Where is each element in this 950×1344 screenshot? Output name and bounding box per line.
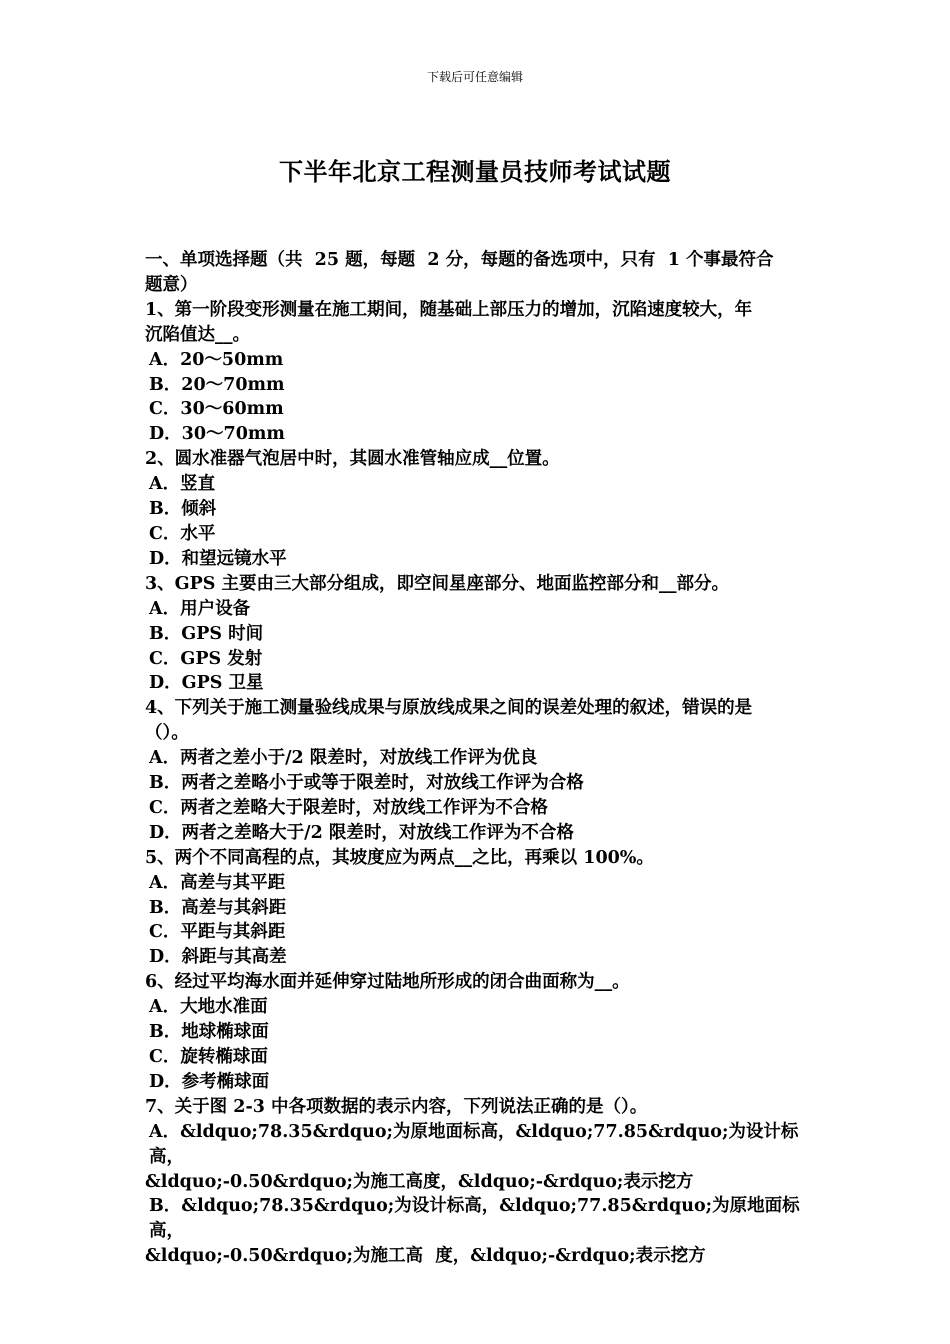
option-b: B．高差与其斜距 bbox=[149, 897, 287, 918]
question-6 bbox=[145, 970, 810, 1095]
option-d: D．GPS 卫星 bbox=[149, 673, 264, 694]
question-stem: （）。 bbox=[145, 723, 189, 744]
question-stem: 5、两个不同高程的点，其坡度应为两点__之比，再乘以 100%。 bbox=[145, 847, 654, 868]
question-4 bbox=[145, 696, 810, 845]
option-c: C．平距与其斜距 bbox=[149, 922, 286, 943]
option-b-continued: &ldquo;-0.50&rdquo;为施工高 度，&ldquo;-&rdquo;表示挖方 bbox=[145, 1246, 706, 1267]
option-b: B．地球椭球面 bbox=[149, 1022, 269, 1043]
question-1 bbox=[145, 298, 810, 447]
option-b: B．&ldquo;78.35&rdquo;为设计标高，&ldquo;77.85&rdquo;为原地面标高， bbox=[149, 1196, 800, 1242]
document-body bbox=[145, 248, 810, 1269]
option-d: D．参考椭球面 bbox=[149, 1071, 270, 1092]
question-stem: 2、圆水准器气泡居中时，其圆水准管轴应成__位置。 bbox=[145, 449, 560, 470]
question-stem: 6、经过平均海水面并延伸穿过陆地所形成的闭合曲面称为__。 bbox=[145, 972, 630, 993]
option-a: A．竖直 bbox=[149, 474, 216, 495]
option-d: D．30～70mm bbox=[149, 424, 285, 445]
page-title: 下半年北京工程测量员技师考试试题 bbox=[279, 157, 671, 186]
section-heading: 一、单项选择题（共 25 题，每题 2 分，每题的备选项中，只有 1 个事最符合 bbox=[145, 250, 774, 270]
header-note: 下载后可任意编辑 bbox=[426, 70, 523, 84]
question-2 bbox=[145, 447, 810, 572]
option-a: A．20～50mm bbox=[149, 349, 284, 370]
option-c: C．旋转椭球面 bbox=[149, 1047, 268, 1067]
option-c: C．水平 bbox=[149, 523, 216, 544]
option-d: D．斜距与其高差 bbox=[149, 947, 287, 968]
question-stem: 7、关于图 2-3 中各项数据的表示内容，下列说法正确的是（）。 bbox=[145, 1096, 648, 1117]
question-stem: 4、下列关于施工测量验线成果与原放线成果之间的误差处理的叙述，错误的是 bbox=[145, 698, 753, 719]
question-stem: 3、GPS 主要由三大部分组成，即空间星座部分、地面监控部分和__部分。 bbox=[145, 573, 730, 594]
option-b: B．GPS 时间 bbox=[149, 623, 264, 644]
option-a: A．两者之差小于/2 限差时，对放线工作评为优良 bbox=[149, 748, 538, 769]
option-d: D．两者之差略大于/2 限差时，对放线工作评为不合格 bbox=[149, 822, 574, 843]
section-heading-continued: 题意） bbox=[145, 274, 198, 295]
option-a: A．用户设备 bbox=[149, 598, 251, 619]
option-c: C．GPS 发射 bbox=[149, 648, 263, 669]
option-c: C．30～60mm bbox=[149, 399, 284, 420]
option-a: A．&ldquo;78.35&rdquo;为原地面标高，&ldquo;77.85&rdquo;为设计标高， bbox=[149, 1121, 799, 1167]
question-stem: 1、第一阶段变形测量在施工期间，随基础上部压力的增加，沉陷速度较大，年 bbox=[145, 299, 753, 320]
option-a-continued: &ldquo;-0.50&rdquo;为施工高度，&ldquo;-&rdquo;表示挖方 bbox=[145, 1171, 694, 1192]
option-b: B．倾斜 bbox=[149, 499, 217, 520]
question-7 bbox=[145, 1095, 810, 1269]
option-c: C．两者之差略大于限差时，对放线工作评为不合格 bbox=[149, 797, 548, 818]
question-stem: 沉陷值达__。 bbox=[145, 324, 250, 345]
option-d: D．和望远镜水平 bbox=[149, 548, 287, 569]
option-a: A．大地水准面 bbox=[149, 997, 268, 1018]
option-b: B．20～70mm bbox=[149, 374, 285, 395]
option-b: B．两者之差略小于或等于限差时，对放线工作评为合格 bbox=[149, 773, 584, 794]
option-a: A．高差与其平距 bbox=[149, 872, 286, 893]
question-5 bbox=[145, 846, 810, 971]
question-3 bbox=[145, 572, 810, 697]
